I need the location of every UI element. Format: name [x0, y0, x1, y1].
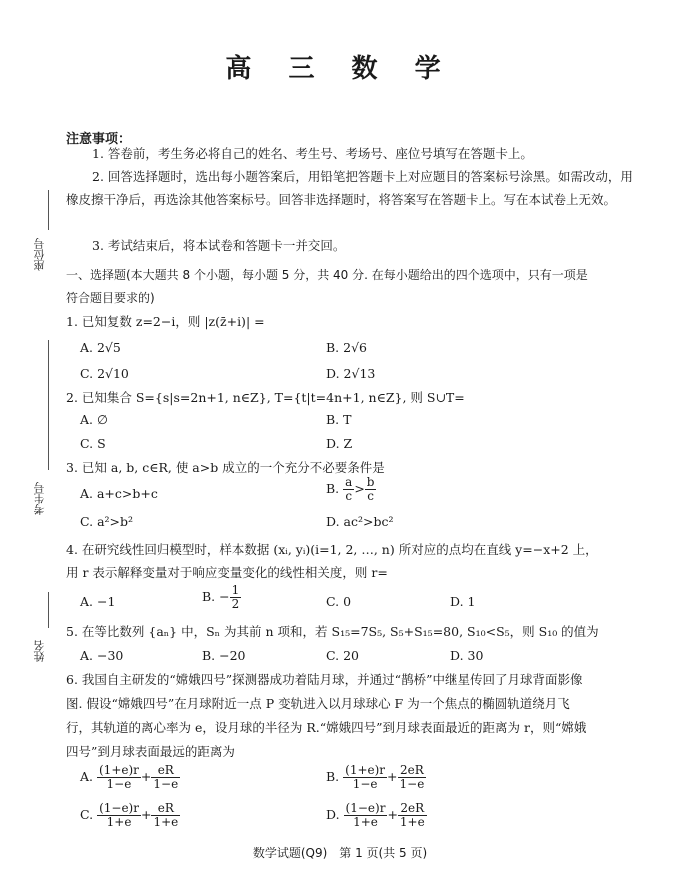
- side-label-seat: 座位号: [33, 238, 46, 271]
- denominator: 1−e: [352, 777, 378, 791]
- binding-line: [48, 592, 49, 628]
- numerator: a: [345, 475, 353, 489]
- numerator: eR: [151, 802, 180, 816]
- numerator: eR: [151, 764, 180, 778]
- numerator: (1−e)r: [345, 801, 386, 815]
- denominator: 1−e: [153, 777, 179, 791]
- numerator: (1−e)r: [99, 801, 139, 815]
- q6-option-a: [80, 764, 180, 791]
- denominator: c: [367, 489, 374, 503]
- fraction: [398, 802, 427, 829]
- denominator: 2: [231, 597, 240, 611]
- fraction: [343, 764, 387, 791]
- q4-option-c: C. 0: [326, 594, 352, 609]
- side-label-name: 姓名: [33, 640, 46, 662]
- numerator: (1+e)r: [99, 763, 139, 777]
- operator: >: [354, 481, 365, 496]
- fraction: [151, 802, 180, 829]
- numerator: (1+e)r: [345, 763, 386, 777]
- binding-line: [48, 190, 49, 230]
- fraction: [343, 476, 354, 503]
- notes-heading: 注意事项：: [66, 132, 132, 147]
- q6-option-c: [80, 802, 180, 829]
- q3-option-c: C. a²>b²: [80, 514, 134, 529]
- q6-option-b: [326, 764, 426, 791]
- question-3-stem: 3. 已知 a, b, c∈R, 使 a>b 成立的一个充分不必要条件是: [66, 460, 385, 475]
- operator: +: [140, 769, 152, 784]
- q1-option-c: C. 2√10: [80, 366, 129, 381]
- fraction: [151, 764, 180, 791]
- denominator: 1+e: [353, 815, 378, 829]
- binding-line: [48, 340, 49, 470]
- numerator: 1: [231, 583, 240, 597]
- q1-option-d: D. 2√13: [326, 366, 376, 381]
- denominator: 1+e: [153, 815, 179, 829]
- q1-option-b: B. 2√6: [326, 340, 368, 355]
- q4-option-a: A. −1: [80, 594, 116, 609]
- numerator: b: [366, 475, 375, 489]
- q5-option-d: D. 30: [450, 648, 484, 663]
- denominator: c: [345, 489, 353, 503]
- question-1-stem: 1. 已知复数 z=2−i，则 |z(z̄+i)| =: [66, 314, 265, 329]
- question-4-stem: 4. 在研究线性回归模型时，样本数据 (xᵢ, yᵢ)(i=1, 2, …, n) 所对应的点均在直线 y=−x+2 上，: [66, 542, 598, 557]
- question-6-line-3: 行，其轨道的离心率为 e，设月球的半径为 R.“嫦娥四号”到月球表面最近的距离为 r，则“嫦娥: [66, 720, 587, 735]
- fraction: [97, 802, 141, 829]
- question-2-stem: 2. 已知集合 S={s|s=2n+1, n∈Z}, T={t|t=4n+1, n∈Z}, 则 S∪T=: [66, 390, 465, 405]
- q6-option-d-label: D.: [326, 807, 340, 822]
- page-title: 高 三 数 学: [225, 54, 455, 84]
- q3-option-b-label: B.: [326, 481, 340, 496]
- q6-option-c-label: C.: [80, 807, 94, 822]
- q4-option-d: D. 1: [450, 594, 476, 609]
- question-6-line-4: 四号”到月球表面最远的距离为: [66, 744, 235, 759]
- section-heading-cont: 符合题目要求的): [66, 291, 155, 305]
- fraction: [230, 584, 242, 611]
- q6-option-a-label: A.: [80, 769, 94, 784]
- denominator: 1−e: [399, 777, 425, 791]
- operator: +: [140, 807, 152, 822]
- fraction: [97, 764, 141, 791]
- q6-option-d: [326, 802, 427, 829]
- fraction: [398, 764, 427, 791]
- question-6-line-2: 图. 假设“嫦娥四号”在月球附近一点 P 变轨进入以月球球心 F 为一个焦点的椭圆轨道绕月飞: [66, 696, 570, 711]
- question-5-stem: 5. 在等比数列 {aₙ} 中，Sₙ 为其前 n 项和，若 S₁₅=7S₅, S₅+S₁₅=80, S₁₀<S₅，则 S₁₀ 的值为: [66, 624, 599, 639]
- fraction: [365, 476, 377, 503]
- note-item-3: 3. 考试结束后，将本试卷和答题卡一并交回。: [92, 238, 346, 253]
- q5-option-a: A. −30: [80, 648, 124, 663]
- q4-option-b-label: B. −: [202, 589, 230, 604]
- question-4-stem-cont: 用 r 表示解释变量对于响应变量变化的线性相关度，则 r=: [66, 565, 388, 580]
- page-footer: 数学试题(Q9) 第 1 页(共 5 页): [252, 846, 428, 860]
- q2-option-c: C. S: [80, 436, 106, 451]
- q4-option-b: [202, 584, 241, 611]
- question-6-line-1: 6. 我国自主研发的“嫦娥四号”探测器成功着陆月球，并通过“鹊桥”中继星传回了月球背面影像: [66, 672, 583, 687]
- q3-option-d: D. ac²>bc²: [326, 514, 394, 529]
- q2-option-d: D. Z: [326, 436, 353, 451]
- operator: +: [387, 807, 398, 822]
- denominator: 1−e: [106, 777, 132, 791]
- numerator: 2eR: [398, 802, 427, 816]
- numerator: 2eR: [398, 764, 427, 778]
- denominator: 1+e: [399, 815, 425, 829]
- q5-option-b: B. −20: [202, 648, 246, 663]
- q6-option-b-label: B.: [326, 769, 340, 784]
- q1-option-a: A. 2√5: [80, 340, 121, 355]
- q2-option-b: B. T: [326, 412, 352, 427]
- note-item-2: 2. 回答选择题时，选出每小题答案后，用铅笔把答题卡上对应题目的答案标号涂黑。如需改动，用橡皮擦干净后，再选涂其他答案标号。回答非选择题时，将答案写在答题卡上。写在本试卷上无效。: [66, 169, 633, 207]
- side-label-exam-no: 考生号: [33, 482, 46, 515]
- q3-option-a: A. a+c>b+c: [80, 486, 158, 501]
- q2-option-a: A. ∅: [80, 412, 108, 427]
- q5-option-c: C. 20: [326, 648, 359, 663]
- denominator: 1+e: [106, 815, 132, 829]
- fraction: [344, 802, 388, 829]
- note-item-1: 1. 答卷前，考生务必将自己的姓名、考生号、考场号、座位号填写在答题卡上。: [92, 146, 533, 161]
- operator: +: [387, 769, 398, 784]
- section-heading: 一、选择题(本大题共 8 个小题，每小题 5 分，共 40 分. 在每小题给出的四个选项中，只有一项是: [66, 268, 588, 282]
- q3-option-b: [326, 476, 376, 503]
